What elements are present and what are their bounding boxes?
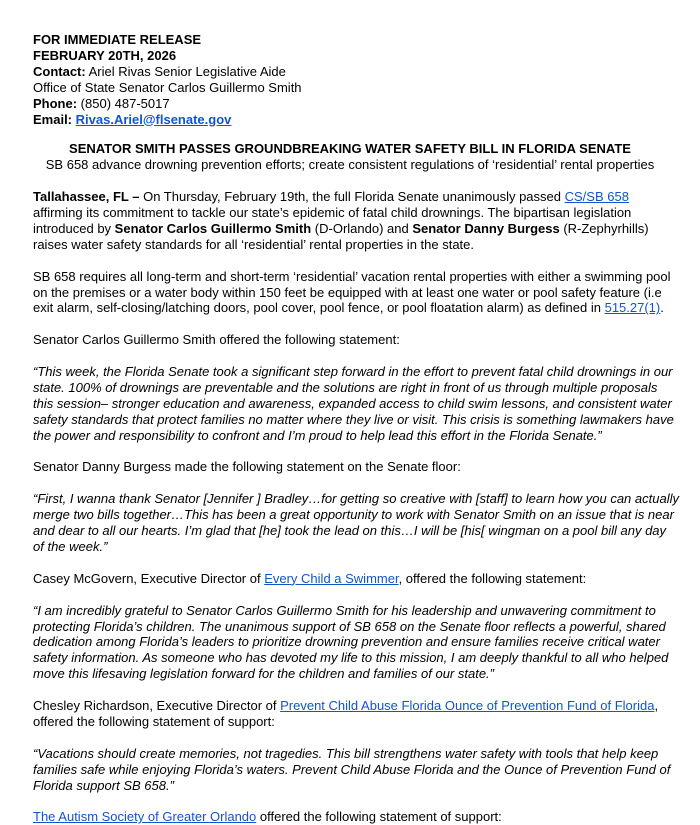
headline-block (20, 141, 680, 173)
mcgovern-intro: Casey McGovern, Executive Director of Every Child a Swimmer, offered the following statement: (33, 570, 587, 586)
sponsor-smith: Senator Carlos Guillermo Smith (114, 220, 312, 236)
contact-label: Contact: (33, 63, 86, 79)
smith-intro: Senator Carlos Guillermo Smith offered the following statement: (33, 332, 400, 348)
mcgovern-quote: “I am incredibly grateful to Senator Carlos Guillermo Smith for his leadership and unwavering commitment to protecting Florida’s children. The unanimous support of SB 658 on the Senate floor reflects a powerful, shared dedication among Florida’s leaders to prioritize drowning prevention and ensure families receive critical water safety information. As someone who has devoted my life to this mission, I am deeply thankful to all who helped move this lifesaving legislation forward for the children and families of our state.” (33, 602, 669, 682)
burgess-intro: Senator Danny Burgess made the following statement on the Senate floor: (33, 459, 461, 475)
phone-line (33, 96, 680, 112)
smith-quote: “This week, the Florida Senate took a significant step forward in the effort to prevent fatal child drownings in our state. 100% of drownings are preventable and the solutions are right in front of us through multiple proposals this session– stronger education and awareness, expanded access to child swim lessons, and consistent water safety standards that protect families no matter where they live or visit. This crisis is something lawmakers have the power and responsibility to confront and I’m proud to help lead this effort in the Florida Senate.” (33, 364, 674, 443)
release-header (33, 32, 680, 127)
requirements-paragraph: SB 658 requires all long-term and short-term ‘residential’ vacation rental properties with either a swimming pool on the premises or a water body within 150 feet be equipped with at least one water or pool safety feature (i.e exit alarm, self-closing/latching doors, pool cover, pool fence, or pool floatation alarm) as defined in 515.27(1). (33, 268, 671, 316)
burgess-quote: “First, I wanna thank Senator [Jennifer ] Bradley…for getting so creative with [staff] to learn how you can actually merge two bills together…This has been a great opportunity to work with Senator Smith on an issue that is near and dear to all our hearts. I’m glad that [he] took the lead on this…I will be [his[ wingman on a pool bill any day of the week.” (33, 491, 679, 554)
bill-link[interactable]: CS/SB 658 (564, 189, 629, 205)
release-date: FEBRUARY 20TH, 2026 (33, 47, 177, 63)
phone-value: (850) 487-5017 (77, 95, 170, 111)
dateline: Tallahassee, FL – (33, 189, 140, 205)
phone-label: Phone: (33, 95, 78, 111)
richardson-intro: Chesley Richardson, Executive Director of Prevent Child Abuse Florida Ounce of Prevention Fund of Florida, offered the following statement of support: (33, 698, 659, 729)
every-child-a-swimmer-link[interactable]: Every Child a Swimmer (264, 570, 399, 586)
page-title: SENATOR SMITH PASSES GROUNDBREAKING WATER SAFETY BILL IN FLORIDA SENATE (69, 141, 631, 157)
autism-society-link[interactable]: The Autism Society of Greater Orlando (33, 809, 257, 825)
subtitle: SB 658 advance drowning prevention efforts; create consistent regulations of ‘residential’ rental properties (45, 157, 655, 173)
sponsor-burgess: Senator Danny Burgess (412, 220, 560, 236)
prevent-child-abuse-link[interactable]: Prevent Child Abuse Florida Ounce of Prevention Fund of Florida (280, 698, 655, 714)
statute-link[interactable]: 515.27(1) (604, 300, 661, 316)
email-label: Email: (33, 111, 73, 127)
email-link[interactable]: Rivas.Ariel@flsenate.gov (75, 111, 232, 127)
office-line: Office of State Senator Carlos Guillermo Smith (33, 79, 302, 95)
intro-paragraph: Tallahassee, FL – On Thursday, February 19th, the full Florida Senate unanimously passed CS/SB 658 affirming its commitment to tackle our state’s epidemic of fatal child drownings. The bipartisan legislation introduced by Senator Carlos Guillermo Smith (D-Orlando) and Senator Danny Burgess (R-Zephyrhills) raises water safety standards for all ‘residential’ rental properties in the state. (33, 189, 649, 252)
richardson-quote: “Vacations should create memories, not tragedies. This bill strengthens water safety with tools that help keep families safe while enjoying Florida’s waters. Prevent Child Abuse Florida and the Ounce of Prevention Fund of Florida support SB 658.” (33, 745, 671, 793)
release-label: FOR IMMEDIATE RELEASE (33, 32, 202, 47)
email-line (33, 112, 680, 128)
contact-line (33, 64, 680, 80)
contact-value: Ariel Rivas Senior Legislative Aide (85, 63, 286, 79)
autism-society-intro: The Autism Society of Greater Orlando offered the following statement of support: (33, 809, 502, 825)
